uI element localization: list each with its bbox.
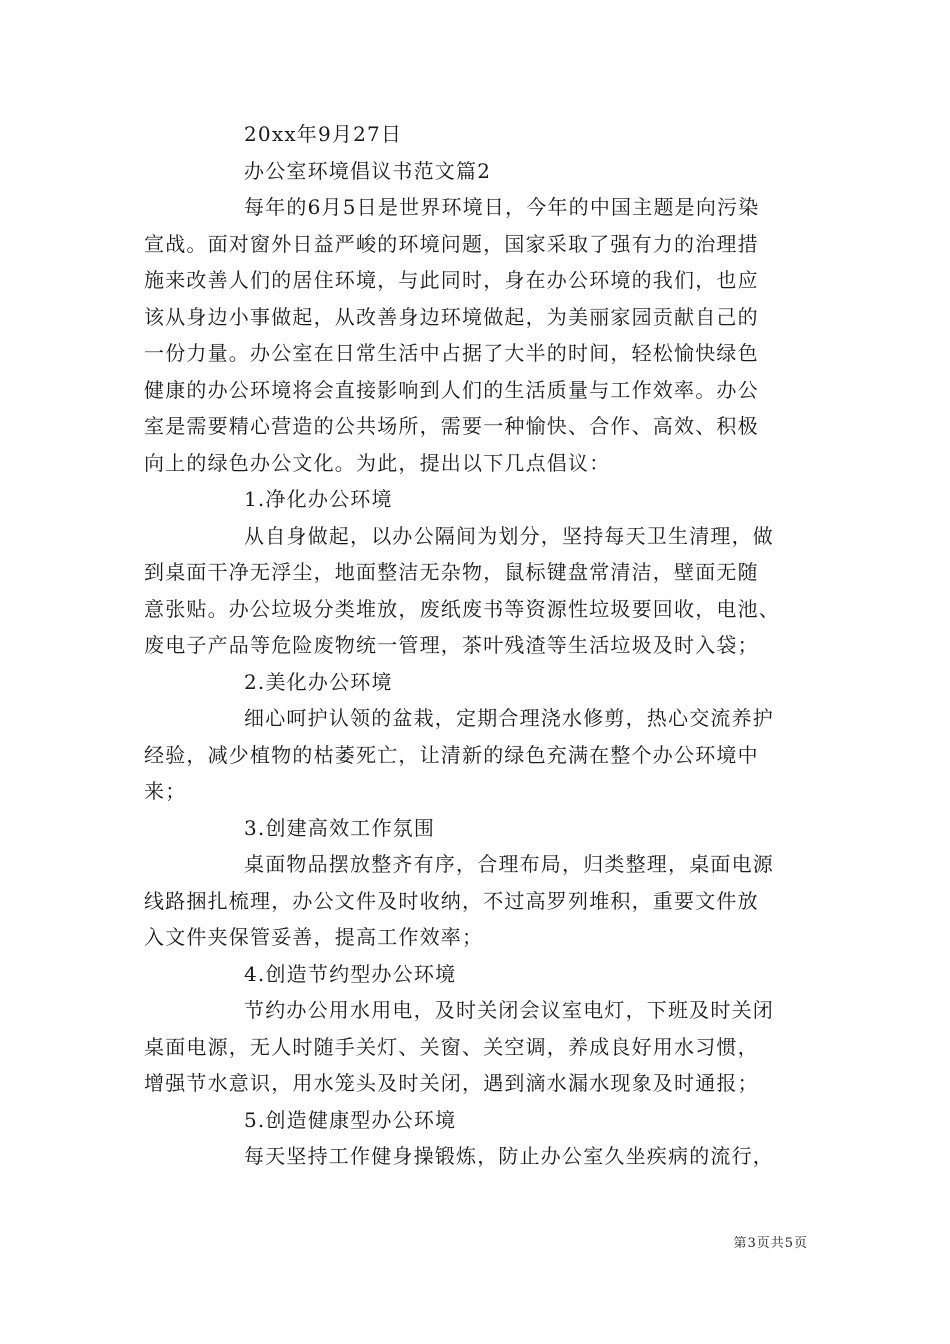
section-5 [144, 1102, 808, 1175]
paragraph-line: 每天坚持工作健身操锻炼，防止办公室久坐疾病的流行， [244, 1144, 774, 1168]
date-line: 20xx年9月27日 [244, 122, 403, 146]
paragraph-line: 室是需要精心营造的公共场所，需要一种愉快、合作、高效、积极 [144, 414, 759, 438]
section-4 [144, 956, 808, 1102]
paragraph-line: 施来改善人们的居住环境，与此同时，身在办公环境的我们，也应 [144, 268, 759, 292]
page-number: 第3页共5页 [733, 1236, 808, 1251]
paragraph-line: 向上的绿色办公文化。为此，提出以下几点倡议： [144, 450, 611, 475]
paragraph-line: 该从身边小事做起，从改善身边环境做起，为美丽家园贡献自己的 [144, 304, 759, 329]
paragraph-line: 入文件夹保管妥善，提高工作效率； [144, 925, 484, 949]
section-title: 5.创造健康型办公环境 [244, 1107, 457, 1132]
paragraph-line: 意张贴。办公垃圾分类堆放，废纸废书等资源性垃圾要回收，电池、 [144, 596, 780, 621]
paragraph-line: 细心呵护认领的盆栽，定期合理浇水修剪，热心交流养护 [244, 706, 774, 730]
section-title: 2.美化办公环境 [244, 669, 393, 694]
section-title: 1.净化办公环境 [244, 487, 393, 511]
paragraph-line: 到桌面干净无浮尘，地面整洁无杂物，鼠标键盘常清洁，壁面无随 [144, 560, 759, 584]
section-1 [144, 481, 808, 664]
section-title: 4.创造节约型办公环境 [244, 961, 457, 986]
paragraph-line: 桌面电源，无人时随手关灯、关窗、关空调，养成良好用水习惯， [144, 1034, 759, 1059]
paragraph-line: 每年的6月5日是世界环境日，今年的中国主题是向污染 [244, 195, 760, 219]
paragraph-line: 废电子产品等危险废物统一管理，茶叶残渣等生活垃圾及时入袋； [144, 633, 759, 657]
paragraph-line: 线路捆扎梳理，办公文件及时收纳，不过高罗列堆积，重要文件放 [144, 888, 759, 913]
paragraph-line: 桌面物品摆放整齐有序，合理布局，归类整理，桌面电源 [244, 852, 774, 876]
paragraph-line: 经验，减少植物的枯萎死亡，让清新的绿色充满在整个办公环境中 [144, 742, 759, 767]
paragraph-line: 节约办公用水用电，及时关闭会议室电灯，下班及时关闭 [244, 998, 774, 1022]
document-heading: 办公室环境倡议书范文篇2 [244, 158, 492, 183]
paragraph-line: 来； [144, 779, 187, 803]
section-2 [144, 664, 808, 810]
document-body [144, 116, 808, 1175]
intro-paragraph [144, 189, 808, 481]
paragraph-line: 宣战。面对窗外日益严峻的环境问题，国家采取了强有力的治理措 [144, 231, 759, 256]
paragraph-line: 从自身做起，以办公隔间为划分，坚持每天卫生清理，做 [244, 523, 774, 548]
paragraph-line: 一份力量。办公室在日常生活中占据了大半的时间，轻松愉快绿色 [144, 341, 759, 365]
paragraph-line: 健康的办公环境将会直接影响到人们的生活质量与工作效率。办公 [144, 377, 759, 402]
paragraph-line: 增强节水意识，用水笼头及时关闭，遇到滴水漏水现象及时通报； [144, 1071, 759, 1095]
section-3 [144, 810, 808, 956]
section-title: 3.创建高效工作氛围 [244, 815, 436, 840]
